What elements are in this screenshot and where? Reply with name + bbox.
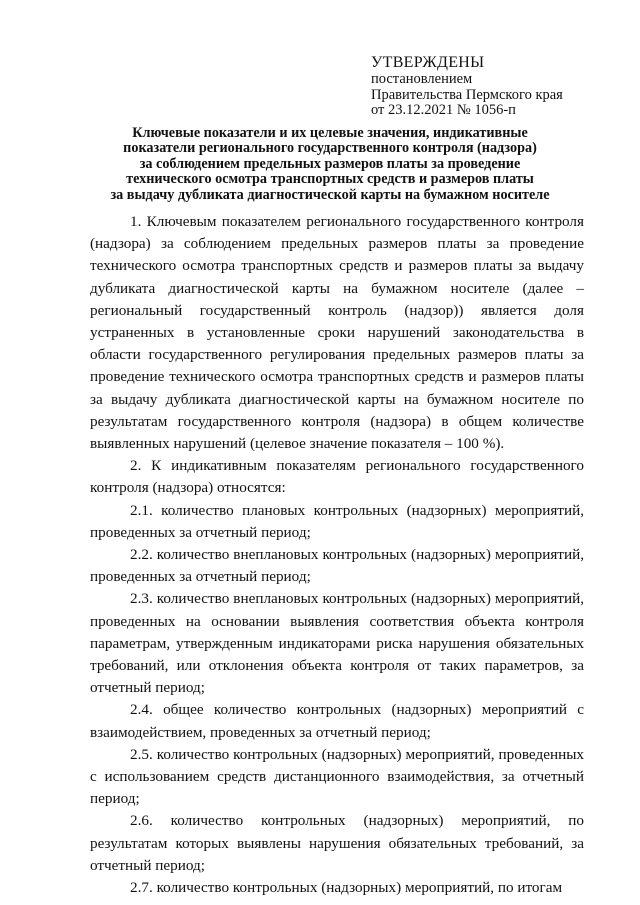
paragraph-1: 1. Ключевым показателем регионального государственного контроля (надзора) за соблюдением предельных размеров платы за проведение технического осмотра транспортных средств и размеров платы за выдачу дубликата диагностической карты на бумажном носителе (далее – региональный государственный контроль (надзор)) является доля устраненных в установленные сроки нарушений законодательства в области государственного регулирования предельных размеров платы за проведение технического осмотра транспортных средств и размеров платы за выдачу дубликата диагностической карты на бумажном носителе по результатам государственного контроля (надзора) в общем количестве выявленных нарушений (целевое значение показателя – 100 %). (90, 213, 584, 453)
paragraph-2-6: 2.6. количество контрольных (надзорных) мероприятий, по результатам которых выявлены нарушения обязательных требований, за отчетный период; (90, 812, 584, 874)
document-title-line-1: Ключевые показатели и их целевые значения, индикативные (132, 125, 528, 141)
paragraph-2-7: 2.7. количество контрольных (надзорных) мероприятий, по итогам (130, 879, 563, 897)
document-title-line-3: за соблюдением предельных размеров платы за проведение (139, 155, 521, 172)
approval-stamp (371, 54, 563, 119)
document-title-line-5: за выдачу дубликата диагностической карты на бумажном носителе (110, 186, 550, 203)
paragraph-2-3: 2.3. количество внеплановых контрольных (надзорных) мероприятий, проведенных на основании выявления соответствия объекта контроля параметрам, утвержденным индикаторами риска нарушения обязательных требований, или отклонения объекта контроля от таких параметров, за отчетный период; (90, 590, 584, 697)
approval-line-2: Правительства Пермского края (371, 86, 563, 103)
paragraph-2-4: 2.4. общее количество контрольных (надзорных) мероприятий с взаимодействием, проведенных за отчетный период; (90, 701, 584, 741)
approval-line-1: постановлением (371, 71, 473, 87)
paragraph-2: 2. К индикативным показателям регионального государственного контроля (надзора) относятся: (90, 457, 584, 497)
paragraph-2-5: 2.5. количество контрольных (надзорных) мероприятий, проведенных с использованием средств дистанционного взаимодействия, за отчетный период; (90, 745, 584, 808)
document-title-line-2: показатели регионального государственного контроля (надзора) (123, 140, 537, 157)
paragraph-2-1: 2.1. количество плановых контрольных (надзорных) мероприятий, проведенных за отчетный период; (90, 501, 584, 541)
document-title (100, 126, 560, 203)
document-title-line-4: технического осмотра транспортных средств и размеров платы (126, 171, 534, 188)
approval-line-3: от 23.12.2021 № 1056-п (371, 102, 516, 118)
approval-title: УТВЕРЖДЕНЫ (371, 54, 485, 71)
document-body (90, 211, 584, 899)
paragraph-2-2: 2.2. количество внеплановых контрольных (надзорных) мероприятий, проведенных за отчетный период; (90, 546, 584, 586)
